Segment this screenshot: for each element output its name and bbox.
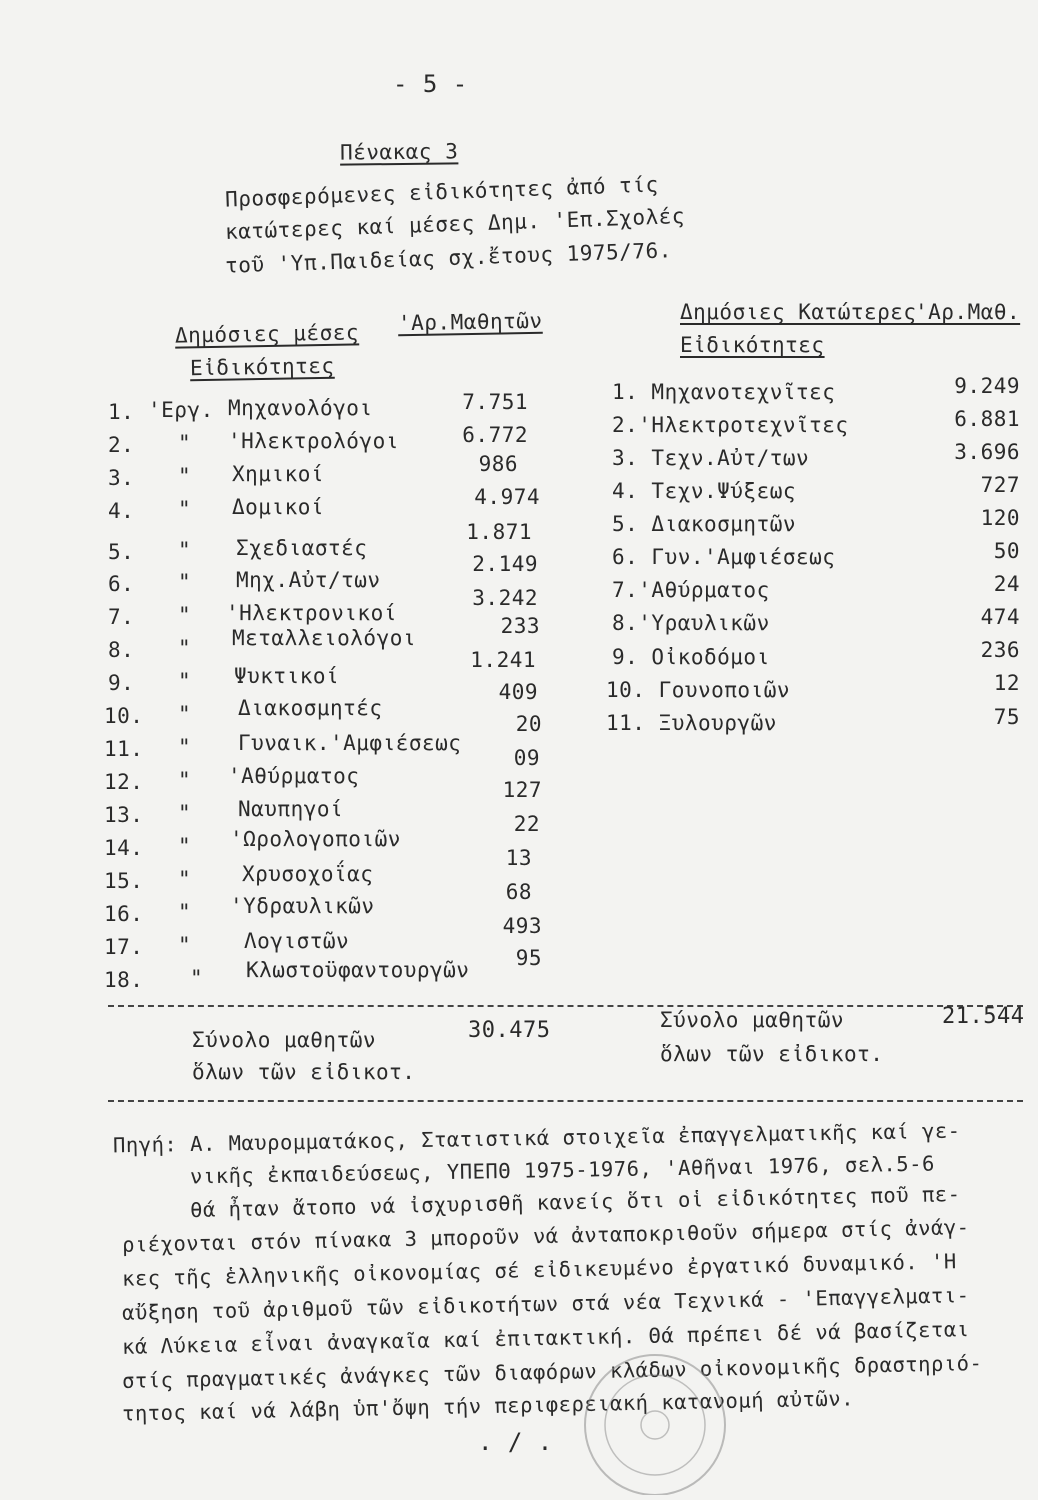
row-name: Χρυσοχοΐας [242, 862, 374, 886]
row-label: 7.'Αθύρματος [612, 578, 770, 602]
caption-line-2: κατώτερες καί μέσες Δημ. 'Επ.Σχολές [224, 203, 686, 245]
row-value: 24 [993, 572, 1020, 596]
body-line-4: αὔξηση τοῦ ἀριθμοῦ τῶν εἰδικοτήτων στά νέα Τεχνικά - 'Επαγγελματι- [121, 1283, 970, 1325]
footnote-line-1: Πηγή: Α. Μαυρομματάκος, Στατιστικά στοιχεῖα ἐπαγγελματικῆς καί γε- [112, 1118, 961, 1158]
row-name: Μηχανολόγοι [228, 396, 373, 420]
row-value: 20 [515, 712, 542, 736]
row-number: 14. [104, 836, 144, 860]
row-ditto: " [178, 636, 192, 660]
row-number: 2. [108, 433, 135, 457]
row-value: 95 [515, 946, 542, 970]
row-ditto: " [178, 834, 192, 858]
row-ditto: " [178, 933, 192, 957]
row-value: 986 [478, 452, 518, 476]
row-label: 10. Γουνοποιῶν [606, 678, 791, 702]
row-number: 18. [104, 968, 144, 992]
row-value: 409 [498, 680, 538, 704]
row-ditto: " [178, 900, 192, 924]
row-number: 7. [108, 605, 135, 629]
row-ditto: " [178, 464, 192, 488]
body-line-6: στίς πραγματικές ἀνάγκες τῶν διαφόρων κλάδων οἰκονομικῆς δραστηριό- [121, 1350, 983, 1394]
row-ditto: " [178, 867, 192, 891]
row-value: 1.871 [466, 520, 532, 544]
row-name: Κλωστοϋφαντουργῶν [246, 958, 470, 982]
table-title: Πένακας 3 [339, 139, 459, 165]
row-value: 7.751 [462, 390, 528, 414]
row-ditto: " [178, 570, 192, 594]
row-value: 3.696 [954, 440, 1020, 464]
row-value: 2.149 [472, 552, 538, 576]
row-number: 6. [108, 572, 135, 596]
caption-line-3: τοῦ 'Υπ.Παιδείας σχ.ἔτους 1975/76. [224, 238, 673, 278]
row-label: 9. Οἰκοδόμοι [612, 645, 770, 669]
right-total-label: Σύνολο μαθητῶν [660, 1008, 845, 1032]
row-number: 5. [108, 540, 135, 564]
right-header-specialties: Δημόσιες Κατώτερες [680, 300, 917, 324]
row-value: 9.249 [954, 374, 1020, 398]
row-ditto: " [178, 497, 192, 521]
row-ditto: " [178, 431, 192, 455]
right-header-students: 'Αρ.Μαθ. [915, 300, 1021, 324]
row-label: 8.'Υραυλικῶν [612, 611, 770, 635]
row-label: 2.'Ηλεκτροτεχνῖτες [612, 413, 849, 437]
row-value: 474 [980, 605, 1020, 629]
row-value: 236 [980, 638, 1020, 662]
row-number: 17. [104, 935, 144, 959]
row-number: 9. [108, 671, 135, 695]
row-value: 727 [980, 473, 1020, 497]
row-ditto: " [178, 538, 192, 562]
row-ditto: " [178, 735, 192, 759]
row-label: 4. Τεχν.Ψύξεως [612, 479, 797, 503]
page-number: - 5 - [393, 70, 468, 98]
table-separator-bottom [108, 1100, 1023, 1102]
table-separator-top [108, 1005, 1023, 1007]
circular-stamp-icon [560, 1345, 740, 1495]
row-label: 5. Διακοσμητῶν [612, 512, 797, 536]
row-value: 09 [513, 746, 540, 770]
row-number: 15. [104, 869, 144, 893]
row-name: Χημικοί [232, 462, 325, 486]
row-label: 1. Μηχανοτεχνῖτες [612, 380, 836, 404]
footnote-line-2: νικῆς ἐκπαιδεύσεως, ΥΠΕΠΘ 1975-1976, 'Αθῆναι 1976, σελ.5-6 [189, 1151, 935, 1189]
row-value: 68 [505, 880, 532, 904]
row-value: 22 [513, 812, 540, 836]
row-number: 4. [108, 499, 135, 523]
row-ditto: " [178, 801, 192, 825]
row-number: 8. [108, 638, 135, 662]
row-name: Σχεδιαστές [236, 536, 368, 560]
row-value: 233 [500, 614, 540, 638]
row-label: 6. Γυν.'Αμφιέσεως [612, 545, 836, 569]
row-name: Λογιστῶν [244, 929, 350, 953]
left-total-value: 30.475 [468, 1018, 551, 1043]
body-line-5: κά Λύκεια εἶναι ἀναγκαῖα καί ἐπιτακτική. Θά πρέπει δέ νά βασίζεται [121, 1317, 970, 1359]
row-value: 75 [993, 705, 1020, 729]
body-line-1: θά ἦταν ἄτοπο νά ἰσχυρισθῆ κανείς ὅτι οἱ εἰδικότητες ποῦ πε- [189, 1181, 961, 1223]
row-name: 'Ωρολογοποιῶν [230, 827, 401, 851]
row-number: 1. [108, 400, 135, 424]
row-number: 11. [104, 737, 144, 761]
row-number: 3. [108, 466, 135, 490]
row-ditto: " [178, 768, 192, 792]
row-name: 'Αθύρματος [228, 764, 360, 788]
row-value: 4.974 [474, 485, 540, 509]
row-value: 3.242 [472, 586, 538, 610]
row-ditto: " [178, 603, 192, 627]
row-name: Δομικοί [232, 495, 325, 519]
row-number: 10. [104, 704, 144, 728]
row-name: 'Υδραυλικῶν [230, 894, 375, 918]
row-value: 6.881 [954, 407, 1020, 431]
row-label: 11. Ξυλουργῶν [606, 711, 777, 735]
right-total-label-line2: ὅλων τῶν εἰδικοτ. [660, 1042, 884, 1066]
body-line-3: κες τῆς ἑλληνικῆς οἰκονομίας σέ εἰδικευμένο ἐργατικό δυναμικό. 'Η [121, 1249, 957, 1291]
continuation-mark: . / . [478, 1428, 553, 1456]
row-name: Ναυπηγοί [238, 797, 344, 821]
row-label: 3. Τεχν.Αὐτ/των [612, 446, 810, 470]
left-total-label: Σύνολο μαθητῶν [192, 1028, 377, 1052]
row-ditto: " [190, 966, 204, 990]
row-number: 13. [104, 803, 144, 827]
row-ditto: " [178, 669, 192, 693]
row-value: 493 [502, 914, 542, 938]
row-name: Ψυκτικοί [234, 664, 340, 688]
body-line-2: ριέχονται στόν πίνακα 3 μποροῦν νά ἀνταποκριθοῦν σήμερα στίς ἀνάγ- [121, 1215, 970, 1257]
row-name: 'Ηλεκτρολόγοι [228, 429, 399, 453]
row-name: 'Ηλεκτρονικοί [226, 601, 397, 625]
left-total-label-line2: ὅλων τῶν εἰδικοτ. [192, 1060, 416, 1084]
row-name: Διακοσμητές [238, 696, 383, 720]
right-total-value: 21.544 [942, 1004, 1025, 1029]
left-header-students: 'Αρ.Μαθητῶν [397, 308, 543, 336]
row-number: 12. [104, 770, 144, 794]
left-header-specialties: Δημόσιες μέσες [174, 320, 360, 348]
row-number: 16. [104, 902, 144, 926]
row-name: Μεταλλειολόγοι [232, 626, 417, 650]
row-ditto: " [178, 702, 192, 726]
row-value: 50 [993, 539, 1020, 563]
row-value: 127 [502, 778, 542, 802]
row-value: 120 [980, 506, 1020, 530]
row-value: 1.241 [470, 648, 536, 672]
left-header-specialties-line2: Εἰδικότητες [189, 353, 335, 381]
body-line-7: τητος καί νά λάβη ὑπ'ὄψη τήν περιφερειακή κατανομή αὐτῶν. [121, 1386, 855, 1426]
row-name: Μηχ.Αὐτ/των [236, 568, 381, 592]
row-value: 6.772 [462, 423, 528, 447]
row-ditto: 'Εργ. [148, 398, 214, 422]
right-header-specialties-line2: Εἰδικότητες [680, 333, 825, 357]
caption-line-1: Προσφερόμενες εἰδικότητες ἀπό τίς [224, 172, 660, 212]
row-name: Γυναικ.'Αμφιέσεως [238, 731, 462, 755]
row-value: 12 [993, 671, 1020, 695]
row-value: 13 [505, 846, 532, 870]
